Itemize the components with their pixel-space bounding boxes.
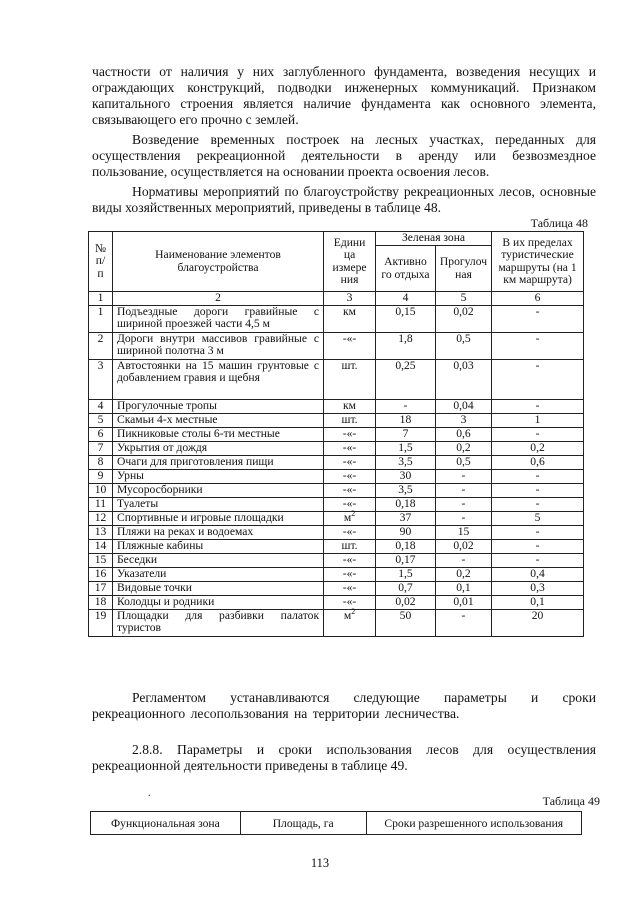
- header-num: № п/п: [89, 232, 113, 292]
- row-walking: 0,03: [435, 359, 491, 399]
- table-48: [88, 231, 584, 637]
- table-row: [89, 441, 584, 455]
- page-number: 113: [310, 856, 330, 870]
- row-unit: -«-: [324, 483, 376, 497]
- table-row: [89, 399, 584, 413]
- row-active-rest: 0,18: [376, 539, 436, 553]
- row-walking: -: [435, 609, 491, 636]
- row-name: Урны: [112, 469, 323, 483]
- header-functional-zone: Функциональная зона: [91, 812, 241, 835]
- row-unit: шт.: [324, 413, 376, 427]
- row-name: Пляжные кабины: [112, 539, 323, 553]
- row-tourist: -: [492, 525, 584, 539]
- row-walking: 0,04: [435, 399, 491, 413]
- row-active-rest: 3,5: [376, 455, 436, 469]
- table49-caption: Таблица 49: [542, 794, 600, 808]
- row-tourist: 0,3: [492, 581, 584, 595]
- header-name: Наименование элементов благоустройства: [112, 232, 323, 292]
- row-number: 19: [89, 609, 113, 636]
- table-row: [89, 609, 584, 636]
- paragraph-temporary-buildings: Возведение временных построек на лесных участках, переданных для осуществления рекреационной деятельности в аренду или безвозмездное пользование, осуществляется на основании проекта освоения лесов.: [92, 132, 596, 179]
- row-number: 3: [89, 359, 113, 399]
- column-number-cell: 1: [89, 292, 113, 306]
- row-unit: -«-: [324, 332, 376, 359]
- paragraph-table48-intro: Нормативы мероприятий по благоустройству рекреационных лесов, основные виды хозяйственных мероприятий, приведены в таблице 48.: [92, 184, 596, 215]
- row-active-rest: 7: [376, 427, 436, 441]
- row-name: Пляжи на реках и водоемах: [112, 525, 323, 539]
- row-unit: -«-: [324, 469, 376, 483]
- row-active-rest: 0,02: [376, 595, 436, 609]
- table-row: [89, 359, 584, 399]
- row-unit: км: [324, 305, 376, 332]
- row-walking: 0,5: [435, 332, 491, 359]
- table-row: [89, 567, 584, 581]
- row-tourist: 0,2: [492, 441, 584, 455]
- header-active-rest: Активно го отдыха: [376, 246, 436, 292]
- row-tourist: -: [492, 497, 584, 511]
- row-tourist: -: [492, 483, 584, 497]
- row-walking: -: [435, 469, 491, 483]
- column-number-cell: 4: [376, 292, 436, 306]
- row-number: 9: [89, 469, 113, 483]
- row-tourist: -: [492, 469, 584, 483]
- table-row: [89, 483, 584, 497]
- row-active-rest: 18: [376, 413, 436, 427]
- row-unit: -«-: [324, 595, 376, 609]
- row-unit: $м^2$: [324, 511, 376, 525]
- row-unit: шт.: [324, 359, 376, 399]
- row-number: 4: [89, 399, 113, 413]
- header-walking: Прогулоч ная: [435, 246, 491, 292]
- row-unit: $м^2$: [324, 609, 376, 636]
- row-walking: -: [435, 553, 491, 567]
- row-walking: 0,6: [435, 427, 491, 441]
- row-unit: -«-: [324, 497, 376, 511]
- table-row: [89, 427, 584, 441]
- row-number: 2: [89, 332, 113, 359]
- row-name: Прогулочные тропы: [112, 399, 323, 413]
- table-row: [89, 332, 584, 359]
- row-number: 16: [89, 567, 113, 581]
- row-unit: -«-: [324, 567, 376, 581]
- row-walking: -: [435, 511, 491, 525]
- row-active-rest: 1,5: [376, 567, 436, 581]
- header-area: Площадь, га: [240, 812, 366, 835]
- row-walking: 15: [435, 525, 491, 539]
- row-number: 5: [89, 413, 113, 427]
- row-active-rest: 3,5: [376, 483, 436, 497]
- row-unit: -«-: [324, 553, 376, 567]
- table-row: [89, 305, 584, 332]
- row-name: Очаги для приготовления пищи: [112, 455, 323, 469]
- row-unit: -«-: [324, 441, 376, 455]
- row-number: 14: [89, 539, 113, 553]
- header-terms: Сроки разрешенного использования: [366, 812, 581, 835]
- row-active-rest: 0,17: [376, 553, 436, 567]
- table-row: [89, 511, 584, 525]
- row-unit: -«-: [324, 455, 376, 469]
- row-walking: 0,2: [435, 567, 491, 581]
- row-walking: 3: [435, 413, 491, 427]
- stray-mark: .: [148, 788, 151, 799]
- row-name: Укрытия от дождя: [112, 441, 323, 455]
- table-row: [89, 553, 584, 567]
- paragraph-foundation: частности от наличия у них заглубленного фундамента, возведения несущих и ограждающих конструкций, подводки инженерных коммуникаций. Признаком капитального строения является наличие фундамента как основного элемента, связывающего его прочно с землей.: [92, 64, 596, 127]
- row-name: Указатели: [112, 567, 323, 581]
- row-tourist: 20: [492, 609, 584, 636]
- row-tourist: 5: [492, 511, 584, 525]
- row-walking: 0,1: [435, 581, 491, 595]
- row-name: Спортивные и игровые площадки: [112, 511, 323, 525]
- table-49: [90, 811, 582, 835]
- table-row: [89, 413, 584, 427]
- row-walking: 0,2: [435, 441, 491, 455]
- table-row: [89, 455, 584, 469]
- row-active-rest: 37: [376, 511, 436, 525]
- table-row: [89, 497, 584, 511]
- row-walking: -: [435, 497, 491, 511]
- row-tourist: 1: [492, 413, 584, 427]
- table-row: [89, 581, 584, 595]
- row-unit: -«-: [324, 427, 376, 441]
- table-row: [89, 595, 584, 609]
- row-number: 8: [89, 455, 113, 469]
- row-name: Видовые точки: [112, 581, 323, 595]
- row-number: 7: [89, 441, 113, 455]
- row-name: Мусоросборники: [112, 483, 323, 497]
- row-tourist: 0,1: [492, 595, 584, 609]
- row-number: 13: [89, 525, 113, 539]
- row-walking: 0,02: [435, 305, 491, 332]
- row-number: 15: [89, 553, 113, 567]
- row-unit: -«-: [324, 581, 376, 595]
- paragraph-regulation: Регламентом устанавливаются следующие параметры и сроки рекреационного лесопользования на территории лесничества.: [92, 690, 596, 721]
- row-walking: 0,02: [435, 539, 491, 553]
- row-tourist: -: [492, 427, 584, 441]
- table-row: [89, 525, 584, 539]
- row-active-rest: -: [376, 399, 436, 413]
- table48-caption: Таблица 48: [530, 216, 588, 230]
- row-tourist: 0,6: [492, 455, 584, 469]
- column-number-cell: 2: [112, 292, 323, 306]
- row-tourist: -: [492, 399, 584, 413]
- column-number-cell: 6: [492, 292, 584, 306]
- row-number: 11: [89, 497, 113, 511]
- header-tourist-routes: В их пределах туристические маршруты (на 1 км маршрута): [492, 232, 584, 292]
- row-name: Пикниковые столы 6-ти местные: [112, 427, 323, 441]
- row-name: Туалеты: [112, 497, 323, 511]
- row-number: 1: [89, 305, 113, 332]
- row-unit: км: [324, 399, 376, 413]
- row-active-rest: 90: [376, 525, 436, 539]
- row-active-rest: 30: [376, 469, 436, 483]
- row-walking: 0,5: [435, 455, 491, 469]
- column-number-cell: 3: [324, 292, 376, 306]
- row-unit: -«-: [324, 525, 376, 539]
- row-name: Площадки для разбивки палаток туристов: [112, 609, 323, 636]
- row-tourist: -: [492, 553, 584, 567]
- row-unit: шт.: [324, 539, 376, 553]
- row-number: 18: [89, 595, 113, 609]
- row-tourist: -: [492, 305, 584, 332]
- row-name: Скамьи 4-х местные: [112, 413, 323, 427]
- header-unit: Едини ца измере ния: [324, 232, 376, 292]
- column-number-cell: 5: [435, 292, 491, 306]
- row-name: Колодцы и родники: [112, 595, 323, 609]
- row-active-rest: 0,25: [376, 359, 436, 399]
- row-tourist: -: [492, 539, 584, 553]
- row-tourist: 0,4: [492, 567, 584, 581]
- row-tourist: -: [492, 332, 584, 359]
- row-number: 12: [89, 511, 113, 525]
- row-walking: -: [435, 483, 491, 497]
- paragraph-section-2-8-8: 2.8.8. Параметры и сроки использования лесов для осуществления рекреационной деятельности приведены в таблице 49.: [92, 742, 596, 773]
- row-number: 17: [89, 581, 113, 595]
- row-number: 6: [89, 427, 113, 441]
- row-active-rest: 0,18: [376, 497, 436, 511]
- row-name: Автостоянки на 15 машин грунтовые с добавлением гравия и щебня: [112, 359, 323, 399]
- row-name: Дороги внутри массивов гравийные с шириной полотна 3 м: [112, 332, 323, 359]
- row-active-rest: 50: [376, 609, 436, 636]
- row-active-rest: 1,8: [376, 332, 436, 359]
- table-row: [89, 469, 584, 483]
- table-row: [89, 539, 584, 553]
- row-active-rest: 1,5: [376, 441, 436, 455]
- row-active-rest: 0,15: [376, 305, 436, 332]
- row-tourist: -: [492, 359, 584, 399]
- row-name: Беседки: [112, 553, 323, 567]
- header-green-zone: Зеленая зона: [376, 232, 492, 246]
- row-walking: 0,01: [435, 595, 491, 609]
- row-number: 10: [89, 483, 113, 497]
- row-name: Подъездные дороги гравийные с шириной проезжей части 4,5 м: [112, 305, 323, 332]
- row-active-rest: 0,7: [376, 581, 436, 595]
